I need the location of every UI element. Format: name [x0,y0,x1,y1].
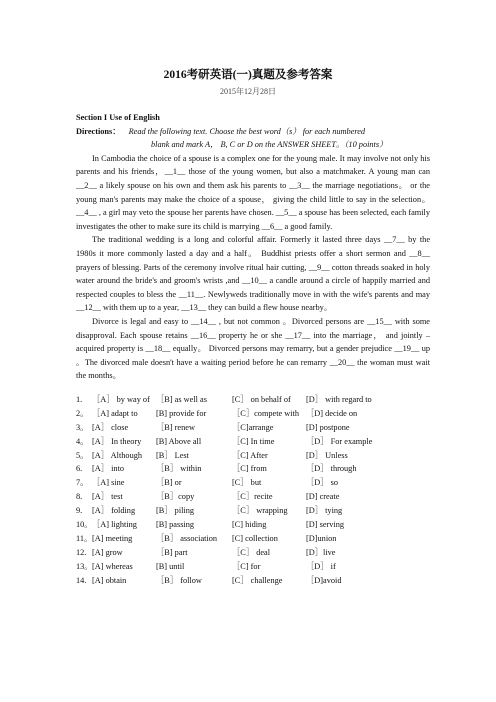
option-b: ［B] or [156,478,182,488]
option-b: [B] until [156,561,185,571]
option-row-2 [76,407,430,421]
option-a: [A] whereas [92,561,133,571]
option-c: [C］ on behalf of [232,394,291,404]
document-body [76,111,430,588]
option-b: ［B］ association [156,533,218,543]
option-number: 10。 [76,520,93,530]
option-number: 8. [76,492,83,502]
option-number: 14. [76,575,87,585]
option-row-14 [76,574,430,588]
option-c: ［C] In time [232,436,275,446]
option-c: ［C] for [232,561,261,571]
option-d: [D］live [306,547,336,557]
directions-line-1 [76,125,430,139]
option-a: [A］ folding [92,506,136,516]
option-d: ［D］ For example [306,436,373,446]
document-date: 2015年12月28日 [220,87,276,96]
option-a: [A］ into [92,464,125,474]
option-d: [D] postpone [306,422,350,432]
option-b: ［B] renew [156,422,195,432]
option-row-1 [76,393,430,407]
option-d: [D]union [306,533,337,543]
option-c: [C］ challenge [232,575,283,585]
option-c: ［C］recite [232,492,273,502]
option-number: 4。 [76,436,89,446]
option-number: 5。 [76,450,89,460]
option-c: ［C] After [232,450,268,460]
option-row-12 [76,546,430,560]
option-a: [A] obtain [92,575,127,585]
option-c: ［C] from [232,464,267,474]
option-c: ［C］ wrapping [232,506,288,516]
option-b: ［B］copy [156,492,195,502]
option-row-9 [76,504,430,518]
option-c: ［C]arrange [232,422,274,432]
option-row-6 [76,462,430,476]
directions-label: Directions： [76,126,121,136]
option-row-11 [76,532,430,546]
option-number: 13。 [76,561,93,571]
paragraph-1: In Cambodia the choice of a spouse is a complex one for the young male. It may involve not only his parents and his friends，__1__ those of the young women, but also a matchmaker. A young man can __2__ a likely spouse on his own and them ask his parents to __3__ the marriage negotiations。 or the young man's parents may make the choice of a spouse， giving the child little to say in the selection。 __4__ , a girl may veto the spouse her parents have chosen. __5__ a spouse has been selected, each family investigates the other to make sure its child is marrying __6__ a good family. [76,153,430,231]
option-d: [D］ tying [306,506,343,516]
option-c: [C］ but [232,478,262,488]
option-d: [D] create [306,492,340,502]
option-number: 6. [76,464,83,474]
paragraph-3: Divorce is legal and easy to __14__ , but not common 。Divorced persons are __15__ with some disapproval. Each spouse retains __16__ property he or she __17__ into the marriage， and jointly –acquired property is __18__ equally。 Divorced persons may remarry, but a gender prejudice __19__ up 。The divorced male doesn't have a waiting period before he can remarry __20__ the woman must wait the months。 [76,316,430,381]
option-a: [A] meeting [92,533,133,543]
option-b: ［B] part [156,547,188,557]
option-d: [D] serving [306,520,345,530]
option-b: [B］ Lest [156,450,189,460]
option-d: ［D]avoid [306,575,342,585]
option-row-4 [76,435,430,449]
option-number: 1. [76,394,83,404]
option-c: [C] hiding [232,520,267,530]
option-c: ［C］ deal [232,547,271,557]
option-row-10 [76,518,430,532]
option-row-7 [76,476,430,490]
option-row-13 [76,560,430,574]
option-b: [B] provide for [156,408,207,418]
option-d: ［D］ so [306,478,339,488]
option-b: ［B］ follow [156,575,202,585]
option-a: [A］ test [92,492,123,502]
option-number: 7。 [76,478,89,488]
option-c: ［C］compete with [232,408,300,418]
document-title: 2016考研英语(一)真题及参考答案 [163,69,333,81]
option-a: ［A] adapt to [92,408,138,418]
option-a: [A］ close [92,422,129,432]
option-d: ［D］ if [306,561,336,571]
directions-text-1: Read the following text. Choose the best word（s） for each numbered [128,126,366,136]
option-d: ［D］ through [306,464,357,474]
option-number: 3。 [76,422,89,432]
option-a: ［A］ by way of [92,394,150,404]
option-b: [B] passing [156,520,195,530]
option-d: [D］ with regard to [306,394,372,404]
option-number: 11。 [76,533,93,543]
options-list [76,393,430,588]
option-a: [A］ Although [92,450,143,460]
option-b: [B] Above all [156,436,202,446]
option-a: ［A] sine [92,478,125,488]
option-row-5 [76,449,430,463]
option-a: [A] grow [92,547,123,557]
option-row-3 [76,421,430,435]
option-number: 9. [76,506,83,516]
paragraph-2: The traditional wedding is a long and colorful affair. Formerly it lasted three days __7__ by the 1980s it more commonly lasted a day and a half。 Buddhist priests offer a short sermon and __8__ prayers of blessing. Parts of the ceremony involve ritual hair cutting, __9__ cotton threads soaked in holy water around the bride's and groom's wrists ,and __10__ a candle around a circle of happily married and respected couples to bless the __11__. Newlyweds traditionally move in with the wife's parents and may __12__ with them up to a year, __13__ they can build a flew house nearby。 [76,235,430,313]
option-d: [D］ Unless [306,450,348,460]
option-number: 2。 [76,408,89,418]
directions-text-2: blank and mark A， B, C or D on the ANSWER SHEET。（10 points） [151,140,388,150]
option-number: 12. [76,547,87,557]
option-a: [A］ In theory [92,436,142,446]
option-b: ［B］ within [156,464,202,474]
option-b: [B］ piling [156,506,195,516]
option-a: ［A] lighting [92,520,137,530]
option-d: ［D] decide on [306,408,358,418]
option-c: [C] collection [232,533,278,543]
option-b: ［B] as well as [156,394,207,404]
section-heading: Section I Use of English [76,113,160,122]
option-row-8 [76,490,430,504]
